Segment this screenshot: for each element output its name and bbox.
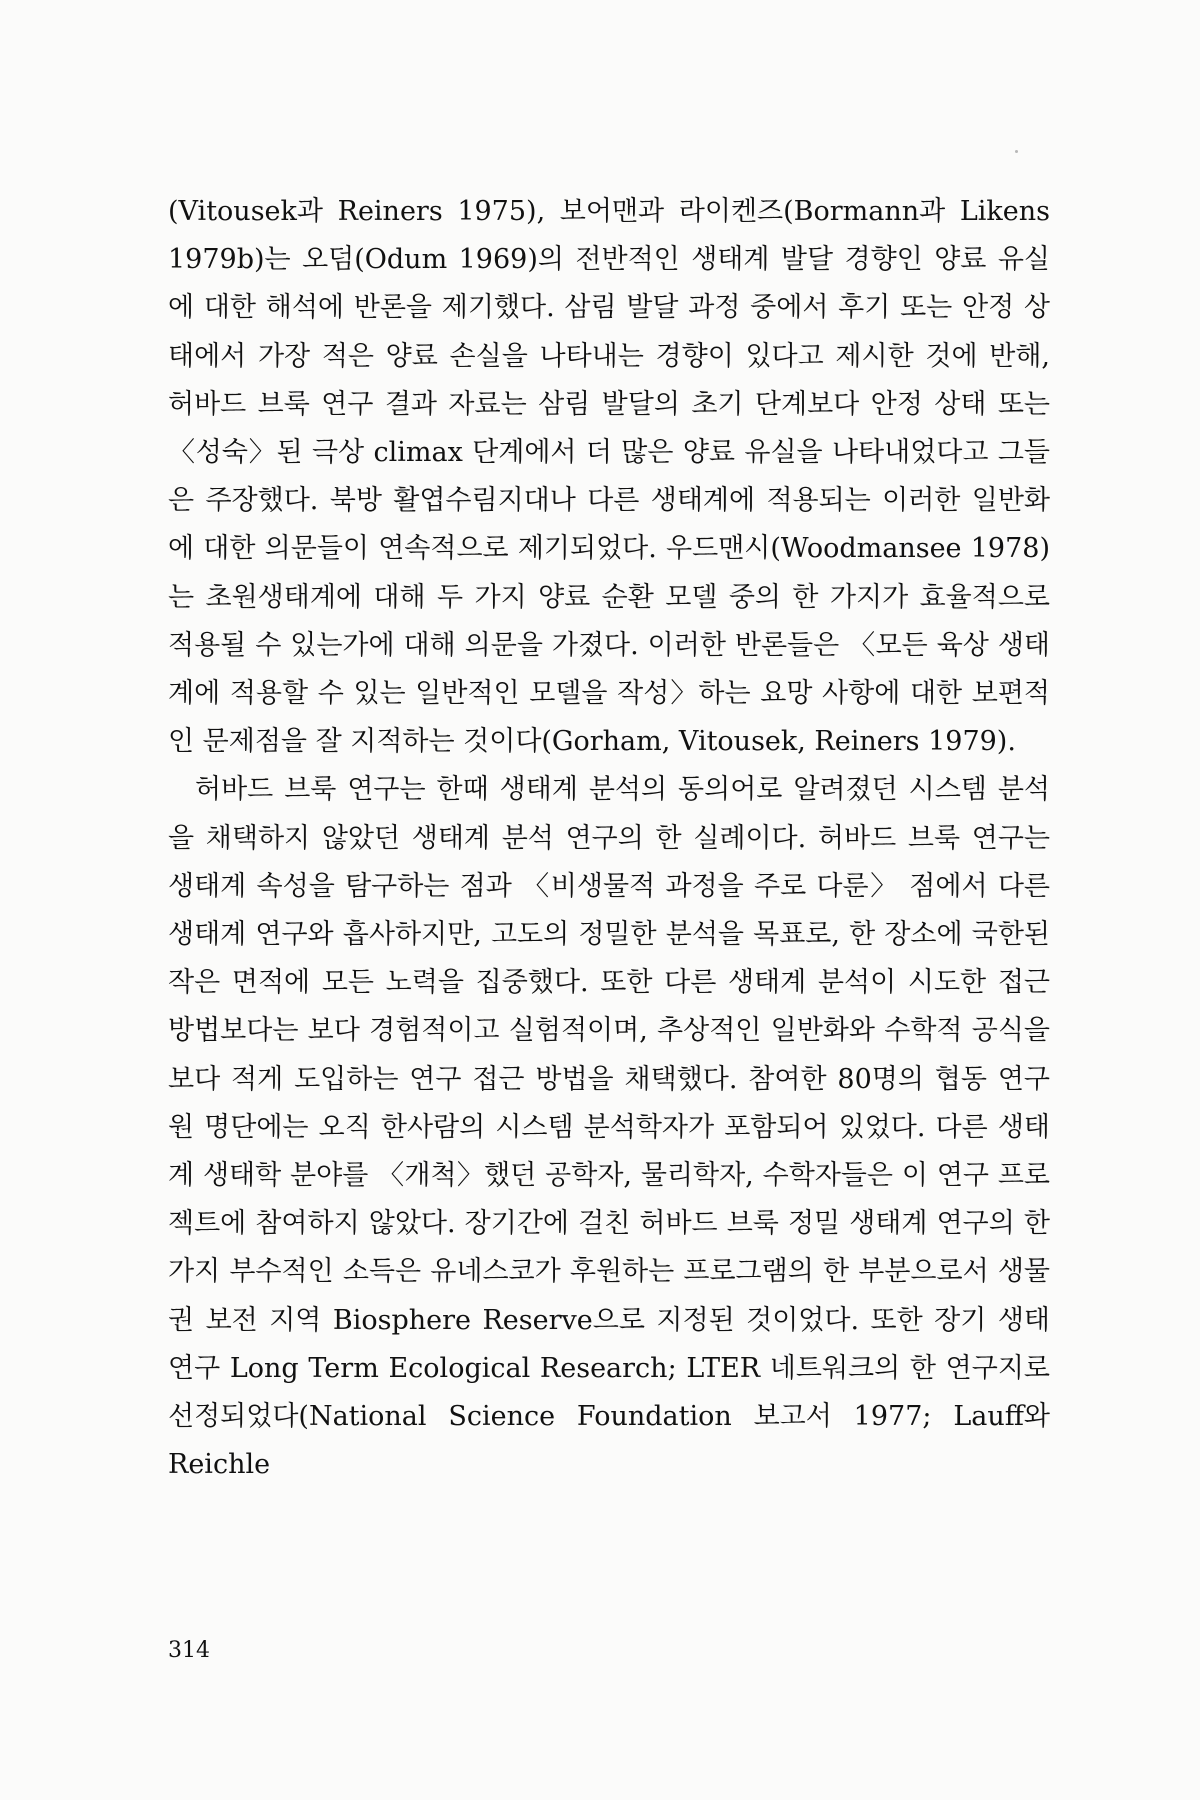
paragraph-1: (Vitousek과 Reiners 1975), 보어맨과 라이켄즈(Bormann과 Likens 1979b)는 오덤(Odum 1969)의 전반적인 생태계 발달 경향인 양료 유실에 대한 해석에 반론을 제기했다. 삼림 발달 과정 중에서 후기 또는 안정 상태에서 가장 적은 양료 손실을 나타내는 경향이 있다고 제시한 것에 반해, 허바드 브룩 연구 결과 자료는 삼림 발달의 초기 단계보다 안정 상태 또는 〈성숙〉된 극상 climax 단계에서 더 많은 양료 유실을 나타내었다고 그들은 주장했다. 북방 활엽수림지대나 다른 생태계에 적용되는 이러한 일반화에 대한 의문들이 연속적으로 제기되었다. 우드맨시(Woodmansee 1978)는 초원생태계에 대해 두 가지 양료 순환 모델 중의 한 가지가 효율적으로 적용될 수 있는가에 대해 의문을 가졌다. 이러한 반론들은 〈모든 육상 생태계에 적용할 수 있는 일반적인 모델을 작성〉하는 요망 사항에 대한 보편적인 문제점을 잘 지적하는 것이다(Gorham, Vitousek, Reiners 1979). <box>168 196 1050 758</box>
paragraph-2: 허바드 브룩 연구는 한때 생태계 분석의 동의어로 알려졌던 시스템 분석을 채택하지 않았던 생태계 분석 연구의 한 실례이다. 허바드 브룩 연구는 생태계 속성을 탐구하는 점과 〈비생물적 과정을 주로 다룬〉 점에서 다른 생태계 연구와 흡사하지만, 고도의 정밀한 분석을 목표로, 한 장소에 국한된 작은 면적에 모든 노력을 집중했다. 또한 다른 생태계 분석이 시도한 접근 방법보다는 보다 경험적이고 실험적이며, 추상적인 일반화와 수학적 공식을 보다 적게 도입하는 연구 접근 방법을 채택했다. 참여한 80명의 협동 연구원 명단에는 오직 한사람의 시스템 분석학자가 포함되어 있었다. 다른 생태계 생태학 분야를 〈개척〉했던 공학자, 물리학자, 수학자들은 이 연구 프로젝트에 참여하지 않았다. 장기간에 걸친 허바드 브룩 정밀 생태계 연구의 한 가지 부수적인 소득은 유네스코가 후원하는 프로그램의 한 부분으로서 생물권 보전 지역 Biosphere Reserve으로 지정된 것이었다. 또한 장기 생태 연구 Long Term Ecological Research; LTER 네트워크의 한 연구지로 선정되었다(National Science Foundation 보고서 1977; Lauff와 Reichle <box>168 774 1050 1481</box>
page-body-text <box>168 188 1050 1489</box>
scan-mark <box>1015 150 1018 153</box>
page-number: 314 <box>168 1638 210 1663</box>
